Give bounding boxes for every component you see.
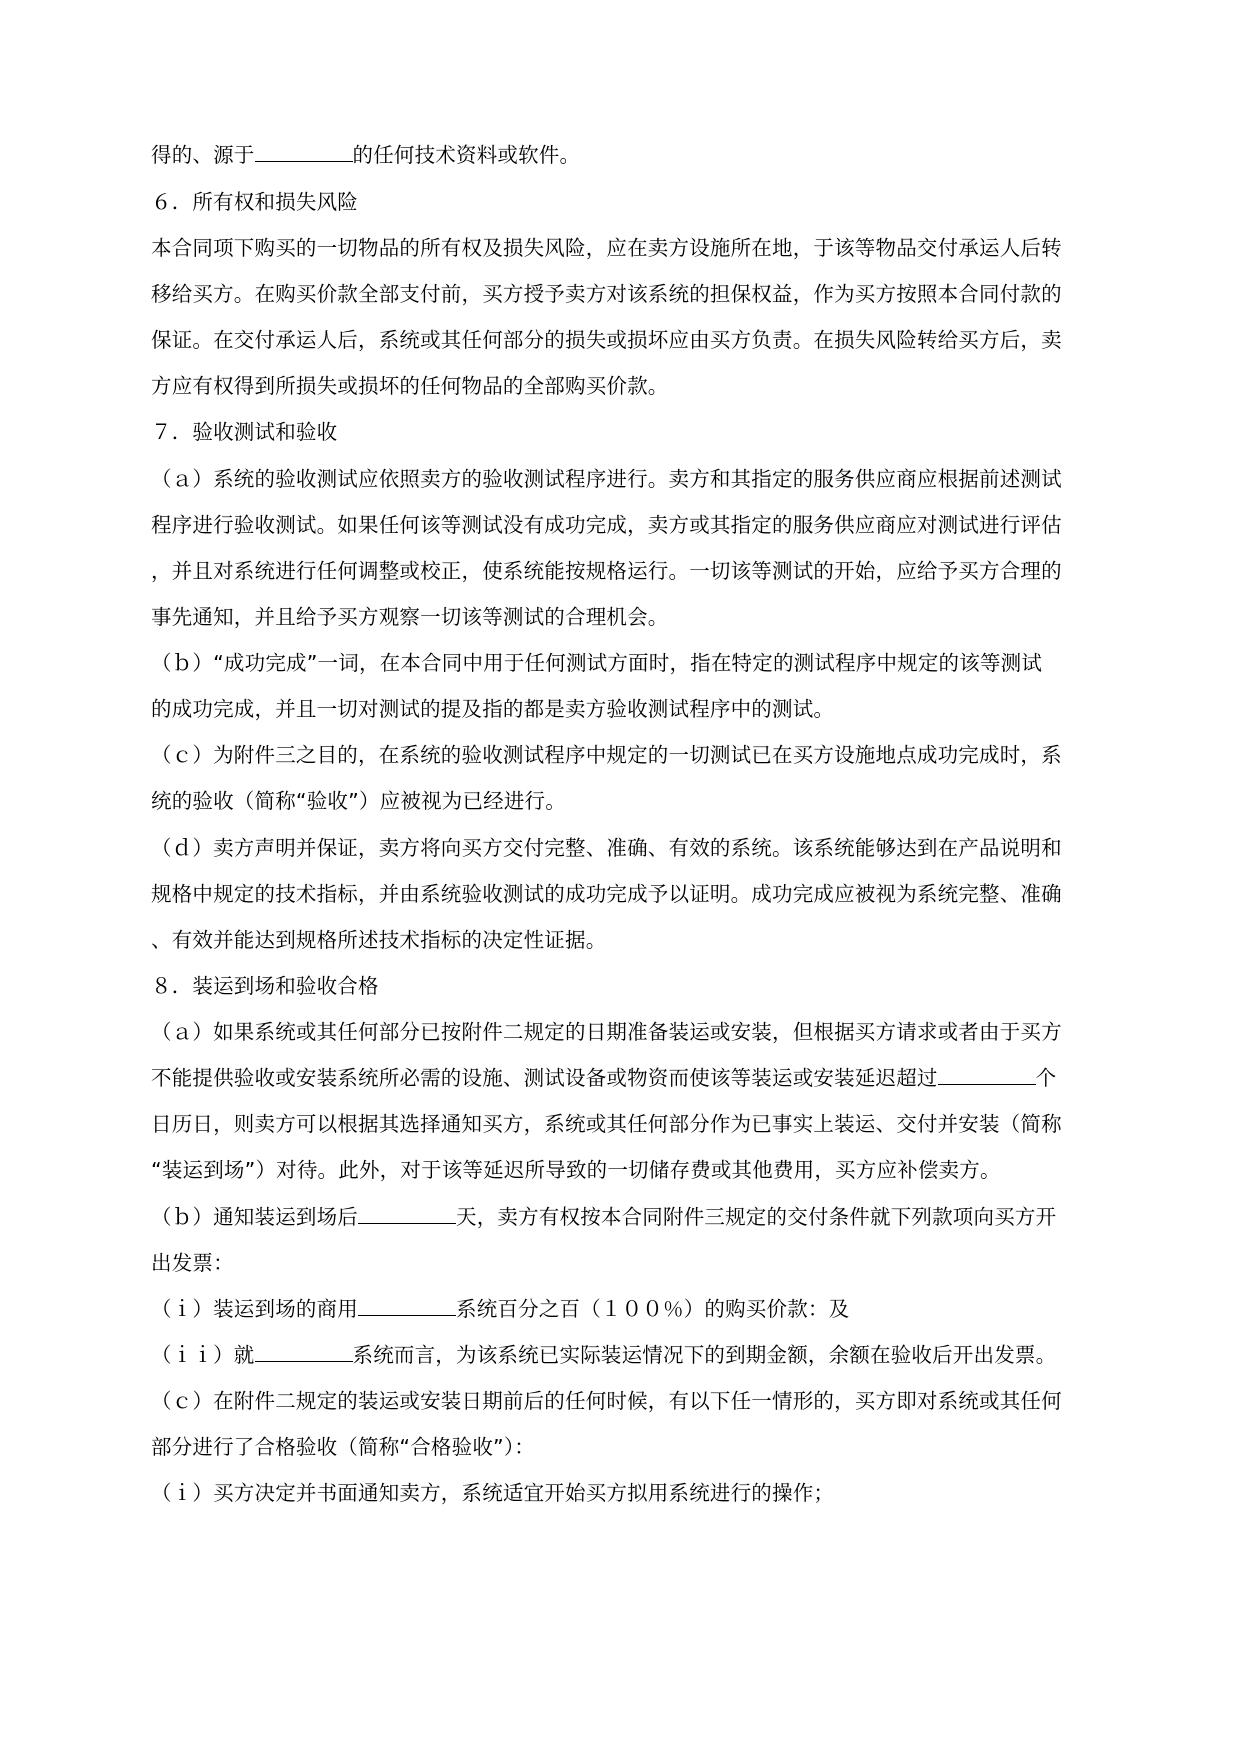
line-text-before-blank: 得的、源于	[151, 143, 255, 167]
text-line: 移给买方。在购买价款全部支付前，买方授予卖方对该系统的担保权益，作为买方按照本合同付款的	[151, 282, 1062, 306]
text-line: （ａ）如果系统或其任何部分已按附件二规定的日期准备装运或安装，但根据买方请求或者由于买方	[151, 1020, 1062, 1044]
text-line: 本合同项下购买的一切物品的所有权及损失风险，应在卖方设施所在地，于该等物品交付承运人后转	[151, 236, 1062, 260]
text-line: （ｂ）“成功完成”一词，在本合同中用于任何测试方面时，指在特定的测试程序中规定的该等测试	[151, 651, 1043, 675]
line-text-before-blank: 不能提供验收或安装系统所必需的设施、测试设备或物资而使该等装运或安装延迟超过	[151, 1066, 938, 1090]
text-line: 统的验收（简称“验收”）应被视为已经进行。	[151, 789, 566, 813]
text-line	[151, 140, 1101, 170]
text-line: 程序进行验收测试。如果任何该等测试没有成功完成，卖方或其指定的服务供应商应对测试进行评估	[151, 513, 1062, 537]
line-text-after-blank: 天，卖方有权按本合同附件三规定的交付条件就下列款项向买方开	[456, 1205, 1057, 1229]
text-line: 日历日，则卖方可以根据其选择通知买方，系统或其任何部分作为已事实上装运、交付并安装（简称	[151, 1112, 1062, 1136]
text-line: 规格中规定的技术指标，并由系统验收测试的成功完成予以证明。成功完成应被视为系统完整、准确	[151, 882, 1062, 906]
line-text-after-blank: 个	[1035, 1066, 1057, 1090]
text-line: （ａ）系统的验收测试应依照卖方的验收测试程序进行。卖方和其指定的服务供应商应根据前述测试	[151, 467, 1062, 491]
line-text-before-blank: （ｉｉ）就	[151, 1343, 255, 1367]
section-heading: ７．验收测试和验收	[151, 420, 338, 444]
line-text-after-blank: 的任何技术资料或软件。	[352, 143, 581, 167]
text-line: 保证。在交付承运人后，系统或其任何部分的损失或损坏应由买方负责。在损失风险转给买方后，卖	[151, 328, 1062, 352]
text-line	[151, 1294, 1101, 1324]
text-line: “装运到场”）对待。此外，对于该等延迟所导致的一切储存费或其他费用，买方应补偿卖方。	[151, 1158, 1001, 1182]
text-line: 的成功完成，并且一切对测试的提及指的都是卖方验收测试程序中的测试。	[151, 697, 835, 721]
text-line: （ｃ）在附件二规定的装运或安装日期前后的任何时候，有以下任一情形的，买方即对系统或其任何	[151, 1389, 1062, 1413]
fill-in-blank	[358, 1203, 456, 1224]
fill-in-blank	[255, 1341, 353, 1362]
text-line: ，并且对系统进行任何调整或校正，使系统能按规格运行。一切该等测试的开始，应给予买方合理的	[151, 559, 1062, 583]
text-line	[151, 1340, 1101, 1370]
text-line: （ｄ）卖方声明并保证，卖方将向买方交付完整、准确、有效的系统。该系统能够达到在产品说明和	[151, 836, 1062, 860]
section-heading: ８．装运到场和验收合格	[151, 974, 379, 998]
text-line: 出发票：	[151, 1251, 234, 1275]
line-text-after-blank: 系统百分之百（１００％）的购买价款：及	[456, 1297, 850, 1321]
line-text-before-blank: （ｂ）通知装运到场后	[151, 1205, 358, 1229]
fill-in-blank	[255, 141, 353, 162]
section-heading: ６．所有权和损失风险	[151, 190, 358, 214]
fill-in-blank	[358, 1295, 456, 1316]
text-line: （ｉ）买方决定并书面通知卖方，系统适宜开始买方拟用系统进行的操作；	[151, 1481, 835, 1505]
text-line	[151, 1063, 1101, 1093]
line-text-before-blank: （ｉ）装运到场的商用	[151, 1297, 358, 1321]
text-line: 、有效并能达到规格所述技术指标的决定性证据。	[151, 928, 607, 952]
text-line: 方应有权得到所损失或损坏的任何物品的全部购买价款。	[151, 374, 669, 398]
text-line: 部分进行了合格验收（简称“合格验收”）：	[151, 1435, 535, 1459]
text-line	[151, 1202, 1101, 1232]
text-line: （ｃ）为附件三之目的，在系统的验收测试程序中规定的一切测试已在买方设施地点成功完成时，系	[151, 743, 1062, 767]
line-text-after-blank: 系统而言，为该系统已实际装运情况下的到期金额，余额在验收后开出发票。	[352, 1343, 1057, 1367]
fill-in-blank	[938, 1064, 1036, 1085]
text-line: 事先通知，并且给予买方观察一切该等测试的合理机会。	[151, 605, 669, 629]
